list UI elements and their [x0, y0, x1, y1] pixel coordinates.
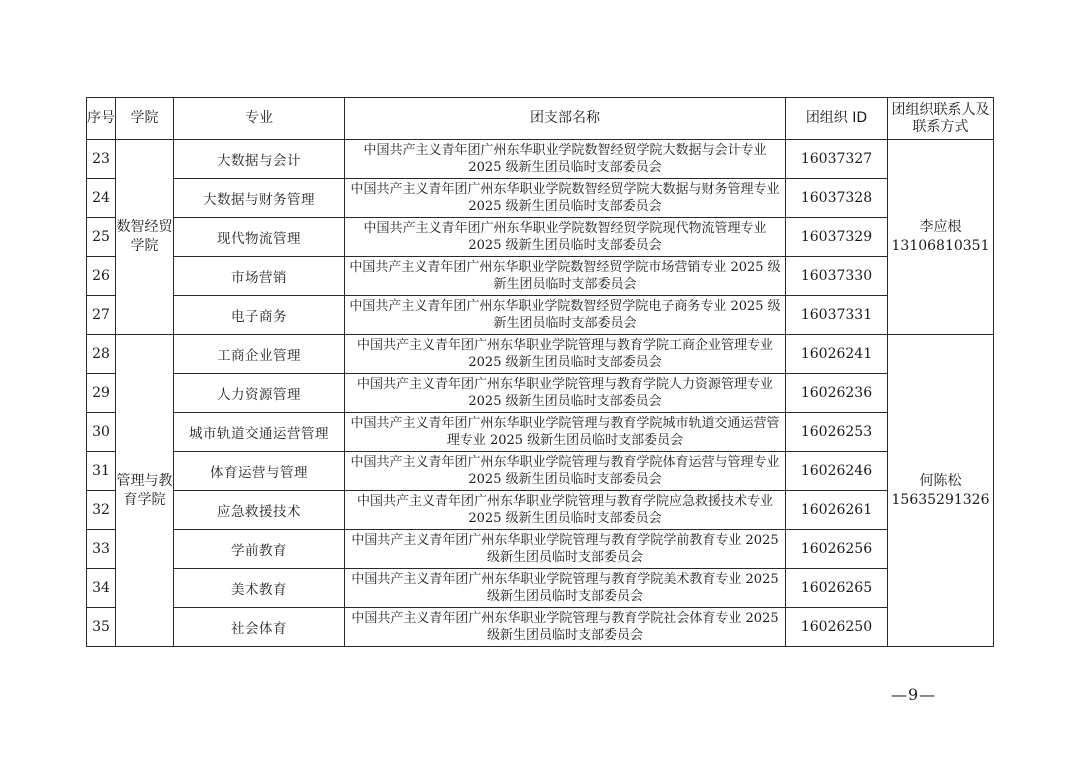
- table-row: [87, 335, 994, 374]
- org-id-cell: 16026236: [786, 374, 888, 413]
- major-cell: 城市轨道交通运营管理: [174, 413, 345, 452]
- row-index: 34: [87, 569, 116, 608]
- contact-name: 李应根: [919, 219, 962, 235]
- header-contact: 团组织联系人及联系方式: [888, 98, 994, 140]
- table-row: [87, 608, 994, 647]
- row-index: 29: [87, 374, 116, 413]
- branch-name-cell: 中国共产主义青年团广州东华职业学院管理与教育学院学前教育专业 2025 级新生团员临时支部委员会: [345, 530, 786, 569]
- org-id-cell: 16037327: [786, 140, 888, 179]
- branch-name-cell: 中国共产主义青年团广州东华职业学院管理与教育学院工商企业管理专业 2025 级新生团员临时支部委员会: [345, 335, 786, 374]
- major-cell: 学前教育: [174, 530, 345, 569]
- org-id-cell: 16026265: [786, 569, 888, 608]
- branch-name-cell: 中国共产主义青年团广州东华职业学院管理与教育学院城市轨道交通运营管理专业 2025 级新生团员临时支部委员会: [345, 413, 786, 452]
- table-row: [87, 569, 994, 608]
- table-row: [87, 413, 994, 452]
- table-row: [87, 491, 994, 530]
- major-cell: 现代物流管理: [174, 218, 345, 257]
- contact-phone: 15635291326: [891, 491, 990, 508]
- row-index: 25: [87, 218, 116, 257]
- major-cell: 工商企业管理: [174, 335, 345, 374]
- table-body: [87, 140, 994, 647]
- table-row: [87, 374, 994, 413]
- table-row: [87, 296, 994, 335]
- major-cell: 美术教育: [174, 569, 345, 608]
- table-row: [87, 257, 994, 296]
- row-index: 33: [87, 530, 116, 569]
- table-row: [87, 140, 994, 179]
- major-cell: 体育运营与管理: [174, 452, 345, 491]
- college-cell: 数智经贸学院: [116, 140, 174, 335]
- branch-name-cell: 中国共产主义青年团广州东华职业学院数智经贸学院大数据与财务管理专业 2025 级新生团员临时支部委员会: [345, 179, 786, 218]
- org-id-cell: 16026256: [786, 530, 888, 569]
- org-id-cell: 16026246: [786, 452, 888, 491]
- header-college: 学院: [116, 98, 174, 140]
- row-index: 30: [87, 413, 116, 452]
- header-org-id: 团组织 ID: [786, 98, 888, 140]
- table-row: [87, 179, 994, 218]
- row-index: 35: [87, 608, 116, 647]
- contact-phone: 13106810351: [891, 238, 990, 254]
- branch-table: [86, 97, 994, 647]
- branch-name-cell: 中国共产主义青年团广州东华职业学院管理与教育学院体育运营与管理专业 2025 级新生团员临时支部委员会: [345, 452, 786, 491]
- row-index: 26: [87, 257, 116, 296]
- table-row: [87, 218, 994, 257]
- branch-name-cell: 中国共产主义青年团广州东华职业学院管理与教育学院应急救援技术专业 2025 级新生团员临时支部委员会: [345, 491, 786, 530]
- org-id-cell: 16026261: [786, 491, 888, 530]
- contact-cell: [888, 335, 994, 647]
- contact-name: 何陈松: [919, 472, 962, 489]
- row-index: 27: [87, 296, 116, 335]
- header-index: 序号: [87, 98, 116, 140]
- table-header-row: [87, 98, 994, 140]
- major-cell: 大数据与财务管理: [174, 179, 345, 218]
- page-number: —9—: [891, 685, 937, 704]
- branch-name-cell: 中国共产主义青年团广州东华职业学院数智经贸学院大数据与会计专业 2025 级新生团员临时支部委员会: [345, 140, 786, 179]
- org-id-cell: 16037331: [786, 296, 888, 335]
- branch-name-cell: 中国共产主义青年团广州东华职业学院数智经贸学院市场营销专业 2025 级新生团员临时支部委员会: [345, 257, 786, 296]
- org-id-cell: 16037328: [786, 179, 888, 218]
- org-id-cell: 16037330: [786, 257, 888, 296]
- branch-name-cell: 中国共产主义青年团广州东华职业学院数智经贸学院电子商务专业 2025 级新生团员临时支部委员会: [345, 296, 786, 335]
- org-id-cell: 16037329: [786, 218, 888, 257]
- row-index: 31: [87, 452, 116, 491]
- row-index: 23: [87, 140, 116, 179]
- org-id-cell: 16026241: [786, 335, 888, 374]
- row-index: 24: [87, 179, 116, 218]
- branch-name-cell: 中国共产主义青年团广州东华职业学院数智经贸学院现代物流管理专业 2025 级新生团员临时支部委员会: [345, 218, 786, 257]
- row-index: 32: [87, 491, 116, 530]
- table-row: [87, 452, 994, 491]
- branch-name-cell: 中国共产主义青年团广州东华职业学院管理与教育学院人力资源管理专业 2025 级新生团员临时支部委员会: [345, 374, 786, 413]
- header-major: 专业: [174, 98, 345, 140]
- branch-name-cell: 中国共产主义青年团广州东华职业学院管理与教育学院社会体育专业 2025 级新生团员临时支部委员会: [345, 608, 786, 647]
- org-id-cell: 16026253: [786, 413, 888, 452]
- org-id-cell: 16026250: [786, 608, 888, 647]
- major-cell: 大数据与会计: [174, 140, 345, 179]
- major-cell: 应急救援技术: [174, 491, 345, 530]
- row-index: 28: [87, 335, 116, 374]
- branch-name-cell: 中国共产主义青年团广州东华职业学院管理与教育学院美术教育专业 2025 级新生团员临时支部委员会: [345, 569, 786, 608]
- header-branch-name: 团支部名称: [345, 98, 786, 140]
- college-cell: 管理与教育学院: [116, 335, 174, 647]
- major-cell: 社会体育: [174, 608, 345, 647]
- major-cell: 电子商务: [174, 296, 345, 335]
- table-row: [87, 530, 994, 569]
- major-cell: 人力资源管理: [174, 374, 345, 413]
- major-cell: 市场营销: [174, 257, 345, 296]
- contact-cell: [888, 140, 994, 335]
